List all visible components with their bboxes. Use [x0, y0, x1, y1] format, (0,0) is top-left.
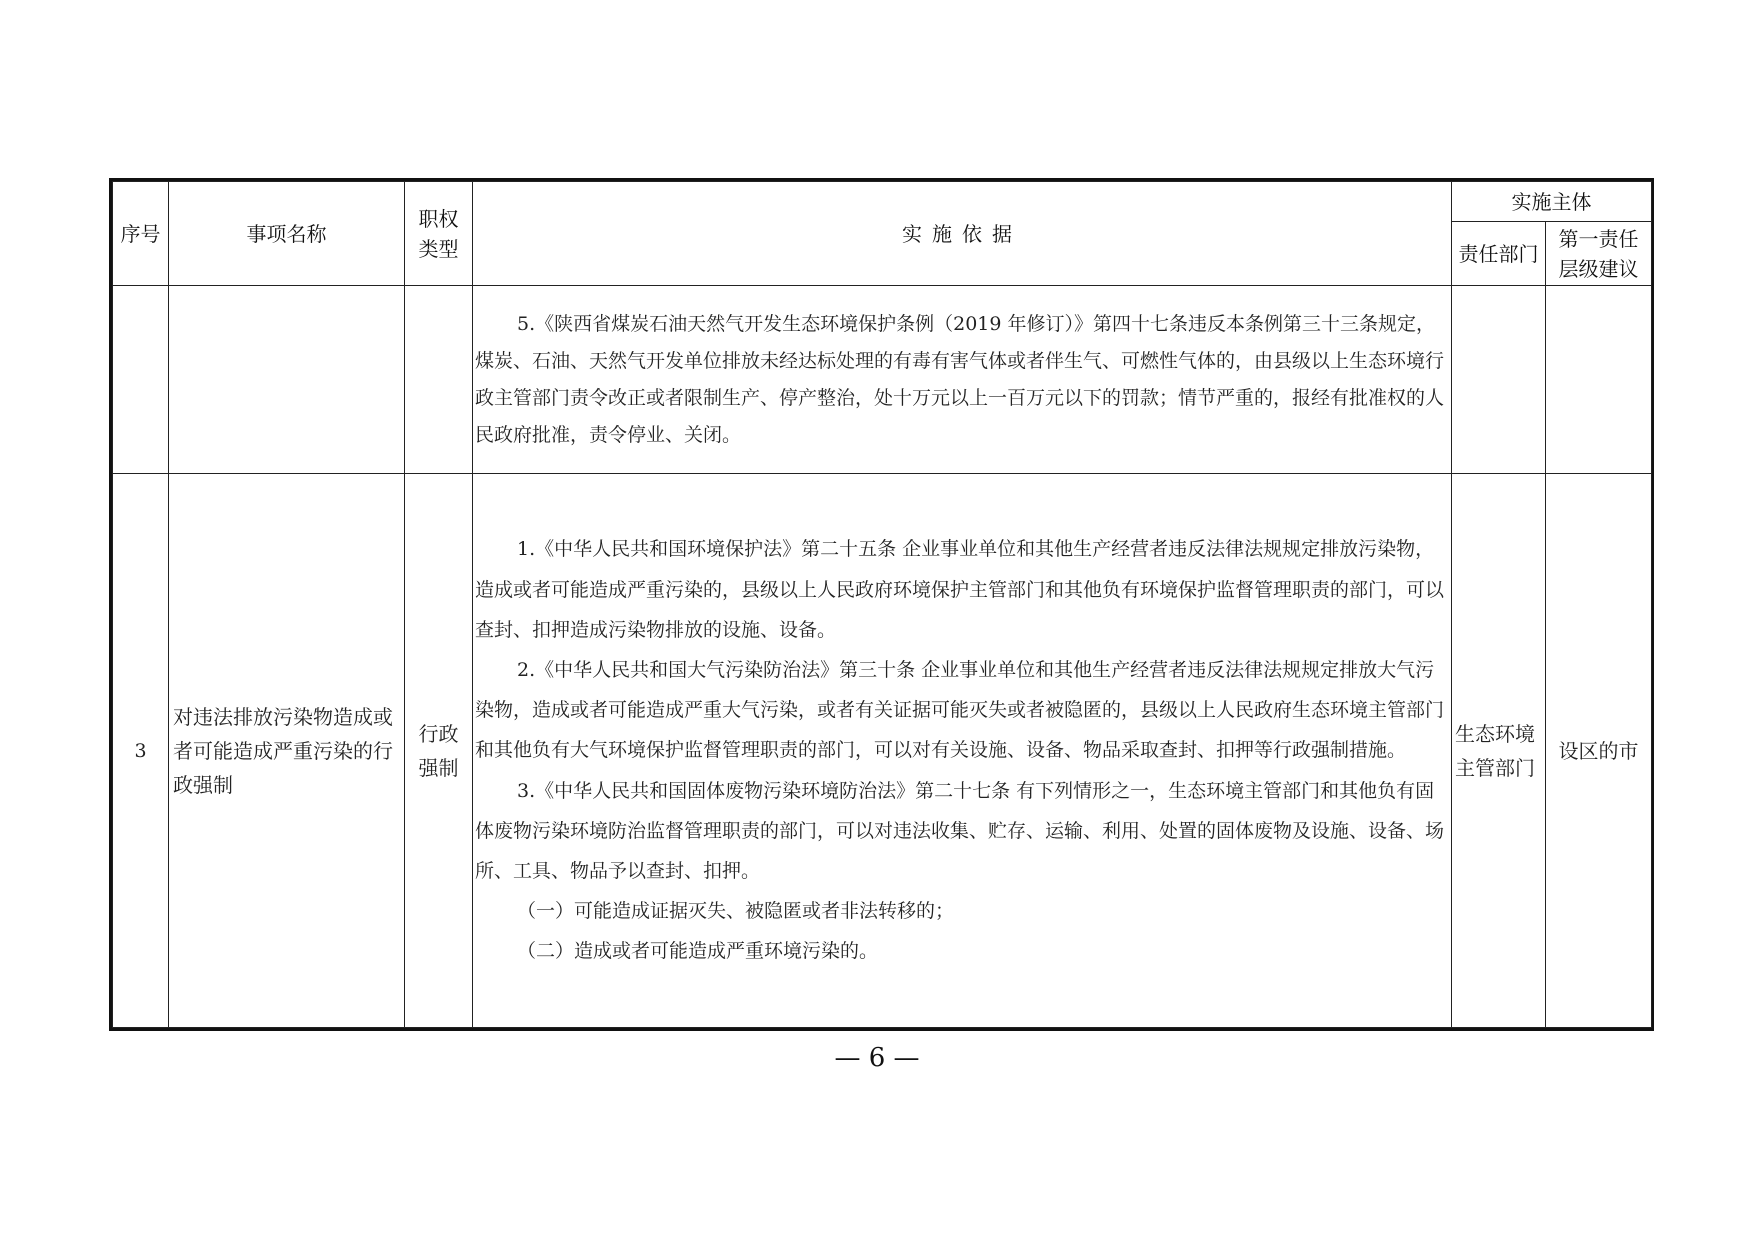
row-dept	[1452, 286, 1546, 474]
header-level-line1: 第一责任	[1558, 226, 1639, 251]
page-number: — 6 —	[834, 1043, 920, 1073]
header-level	[1546, 222, 1652, 286]
header-power-type-line1: 职权	[418, 206, 459, 231]
basis-paragraph: 1.《中华人民共和国环境保护法》第二十五条 企业事业单位和其他生产经营者违反法律法规规定排放污染物，造成或者可能造成严重污染的，县级以上人民政府环境保护主管部门和其他负有环境保护监督管理职责的部门，可以查封、扣押造成污染物排放的设施、设备。	[475, 538, 1445, 641]
row-dept: 生态环境主管部门	[1452, 474, 1546, 1028]
header-dept: 责任部门	[1452, 222, 1546, 286]
row-item-name	[169, 286, 405, 474]
header-row-top	[113, 182, 1652, 222]
row-seq: 3	[113, 474, 169, 1028]
header-level-line2: 层级建议	[1558, 256, 1639, 281]
basis-paragraph: 2.《中华人民共和国大气污染防治法》第三十条 企业事业单位和其他生产经营者违反法律法规规定排放大气污染物，造成或者可能造成严重大气污染，或者有关证据可能灭失或者被隐匿的，县级以上人民政府生态环境主管部门和其他负有大气环境保护监督管理职责的部门，可以对有关设施、设备、物品采取查封、扣押等行政强制措施。	[475, 658, 1445, 762]
header-power-type-line2: 类型	[418, 236, 459, 261]
row-level	[1546, 286, 1652, 474]
header-seq: 序号	[113, 182, 169, 286]
header-item-name: 事项名称	[169, 182, 405, 286]
basis-paragraph: 5.《陕西省煤炭石油天然气开发生态环境保护条例（2019 年修订）》第四十七条违反本条例第三十三条规定，煤炭、石油、天然气开发单位排放未经达标处理的有毒有害气体或者伴生气、可燃性气体的，由县级以上生态环境行政主管部门责令改正或者限制生产、停产整治，处十万元以上一百万元以下的罚款；情节严重的，报经有批准权的人民政府批准，责令停业、关闭。	[475, 312, 1445, 446]
responsibility-table	[112, 181, 1652, 1028]
responsibility-table-frame	[109, 178, 1654, 1031]
header-subject: 实施主体	[1452, 182, 1652, 222]
header-basis: 实施依据	[473, 182, 1452, 286]
row-level: 设区的市	[1546, 474, 1652, 1028]
table-row	[113, 286, 1652, 474]
header-power-type	[405, 182, 473, 286]
row-basis	[473, 286, 1452, 474]
row-power-type	[405, 286, 473, 474]
row-power-type: 行政强制	[405, 474, 473, 1028]
basis-subitem: （一）可能造成证据灭失、被隐匿或者非法转移的；	[517, 900, 955, 923]
basis-paragraph: 3.《中华人民共和国固体废物污染环境防治法》第二十七条 有下列情形之一，生态环境主管部门和其他负有固体废物污染环境防治监督管理职责的部门，可以对违法收集、贮存、运输、利用、处置的固体废物及设施、设备、场所、工具、物品予以查封、扣押。	[475, 779, 1445, 882]
table-row	[113, 474, 1652, 1028]
row-item-name: 对违法排放污染物造成或者可能造成严重污染的行政强制	[169, 474, 405, 1028]
row-seq	[113, 286, 169, 474]
basis-subitem: （二）造成或者可能造成严重环境污染的。	[517, 940, 879, 963]
row-basis	[473, 474, 1452, 1028]
